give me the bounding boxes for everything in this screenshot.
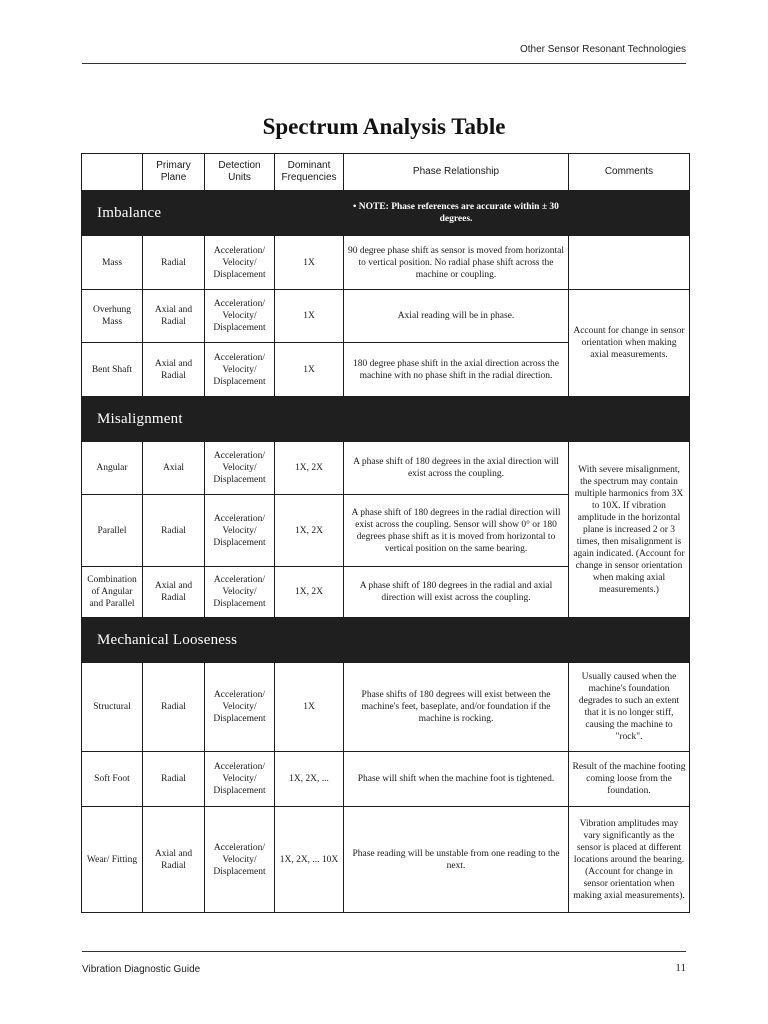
detection-units: Acceleration/ Velocity/ Displacement bbox=[205, 567, 275, 618]
running-head: Other Sensor Resonant Technologies bbox=[519, 44, 686, 55]
comment: Vibration amplitudes may vary significantly as the sensor is placed at different locations around the bearing. (Account for change in sensor orientation when making axial measurements). bbox=[569, 807, 690, 913]
primary-plane: Axial and Radial bbox=[143, 290, 205, 343]
detection-units: Acceleration/ Velocity/ Displacement bbox=[205, 343, 275, 397]
phase-relationship: Phase shifts of 180 degrees will exist between the machine's feet, baseplate, and/or foundation if the machine is rocking. bbox=[344, 663, 569, 752]
header-rule bbox=[82, 63, 686, 64]
section-title: Imbalance bbox=[82, 191, 344, 236]
phase-relationship: 180 degree phase shift in the axial direction across the machine with no phase shift in the radial direction. bbox=[344, 343, 569, 397]
dominant-frequencies: 1X, 2X bbox=[275, 567, 344, 618]
dominant-frequencies: 1X bbox=[275, 236, 344, 290]
dominant-frequencies: 1X, 2X, ... bbox=[275, 752, 344, 807]
footer-title: Vibration Diagnostic Guide bbox=[82, 964, 201, 975]
column-header-dominant-frequencies: Dominant Frequencies bbox=[275, 154, 344, 191]
column-header-phase-relationship: Phase Relationship bbox=[344, 154, 569, 191]
section-header-mechanical-looseness bbox=[82, 618, 690, 663]
detection-units: Acceleration/ Velocity/ Displacement bbox=[205, 752, 275, 807]
section-title: Misalignment bbox=[82, 397, 690, 442]
detection-units: Acceleration/ Velocity/ Displacement bbox=[205, 290, 275, 343]
footer-rule bbox=[82, 951, 686, 952]
comment: With severe misalignment, the spectrum may contain multiple harmonics from 3X to 10X. If vibration amplitude in the horizontal plane is increased 2 or 3 times, then misalignment is again indicated. (Account for change in sensor orientation when making axial measurements.) bbox=[569, 442, 690, 618]
dominant-frequencies: 1X bbox=[275, 663, 344, 752]
comment: Result of the machine footing coming loose from the foundation. bbox=[569, 752, 690, 807]
table-row bbox=[82, 236, 690, 290]
primary-plane: Axial and Radial bbox=[143, 807, 205, 913]
primary-plane: Radial bbox=[143, 495, 205, 567]
dominant-frequencies: 1X bbox=[275, 290, 344, 343]
fault-name: Combination of Angular and Parallel bbox=[82, 567, 143, 618]
fault-name: Angular bbox=[82, 442, 143, 495]
table-row bbox=[82, 442, 690, 495]
table-row bbox=[82, 752, 690, 807]
fault-name: Bent Shaft bbox=[82, 343, 143, 397]
primary-plane: Axial and Radial bbox=[143, 567, 205, 618]
fault-name: Soft Foot bbox=[82, 752, 143, 807]
fault-name: Structural bbox=[82, 663, 143, 752]
page-title: Spectrum Analysis Table bbox=[262, 114, 506, 139]
column-header-primary-plane: Primary Plane bbox=[143, 154, 205, 191]
detection-units: Acceleration/ Velocity/ Displacement bbox=[205, 495, 275, 567]
phase-relationship: A phase shift of 180 degrees in the radial and axial direction will exist across the coupling. bbox=[344, 567, 569, 618]
table-row bbox=[82, 663, 690, 752]
dominant-frequencies: 1X, 2X bbox=[275, 442, 344, 495]
phase-relationship: A phase shift of 180 degrees in the radial direction will exist across the coupling. Sensor will show 0° or 180 degrees phase shift as it is moved from horizontal to vertical position on the same bearing. bbox=[344, 495, 569, 567]
column-header-comments: Comments bbox=[569, 154, 690, 191]
column-header-fault bbox=[82, 154, 143, 191]
spectrum-analysis-table bbox=[81, 153, 690, 913]
phase-relationship: Phase will shift when the machine foot is tightened. bbox=[344, 752, 569, 807]
phase-relationship: Axial reading will be in phase. bbox=[344, 290, 569, 343]
primary-plane: Radial bbox=[143, 663, 205, 752]
detection-units: Acceleration/ Velocity/ Displacement bbox=[205, 807, 275, 913]
fault-name: Overhung Mass bbox=[82, 290, 143, 343]
table-header-row bbox=[82, 154, 690, 191]
primary-plane: Axial and Radial bbox=[143, 343, 205, 397]
table-row bbox=[82, 807, 690, 913]
phase-relationship: A phase shift of 180 degrees in the axial direction will exist across the coupling. bbox=[344, 442, 569, 495]
section-title: Mechanical Looseness bbox=[82, 618, 690, 663]
detection-units: Acceleration/ Velocity/ Displacement bbox=[205, 236, 275, 290]
fault-name: Wear/ Fitting bbox=[82, 807, 143, 913]
page-number: 11 bbox=[675, 962, 686, 974]
dominant-frequencies: 1X, 2X bbox=[275, 495, 344, 567]
section-header-misalignment bbox=[82, 397, 690, 442]
table-row bbox=[82, 290, 690, 343]
detection-units: Acceleration/ Velocity/ Displacement bbox=[205, 442, 275, 495]
phase-note: • NOTE: Phase references are accurate within ± 30 degrees. bbox=[344, 191, 569, 236]
detection-units: Acceleration/ Velocity/ Displacement bbox=[205, 663, 275, 752]
phase-relationship: Phase reading will be unstable from one reading to the next. bbox=[344, 807, 569, 913]
comment-empty bbox=[569, 236, 690, 290]
section-header-imbalance bbox=[82, 191, 690, 236]
primary-plane: Radial bbox=[143, 752, 205, 807]
phase-relationship: 90 degree phase shift as sensor is moved from horizontal to vertical position. No radial phase shift across the machine or coupling. bbox=[344, 236, 569, 290]
column-header-detection-units: Detection Units bbox=[205, 154, 275, 191]
comment: Account for change in sensor orientation when making axial measurements. bbox=[569, 290, 690, 397]
fault-name: Parallel bbox=[82, 495, 143, 567]
comment: Usually caused when the machine's foundation degrades to such an extent that it is no longer stiff, causing the machine to "rock". bbox=[569, 663, 690, 752]
dominant-frequencies: 1X, 2X, ... 10X bbox=[275, 807, 344, 913]
primary-plane: Axial bbox=[143, 442, 205, 495]
primary-plane: Radial bbox=[143, 236, 205, 290]
dominant-frequencies: 1X bbox=[275, 343, 344, 397]
fault-name: Mass bbox=[82, 236, 143, 290]
